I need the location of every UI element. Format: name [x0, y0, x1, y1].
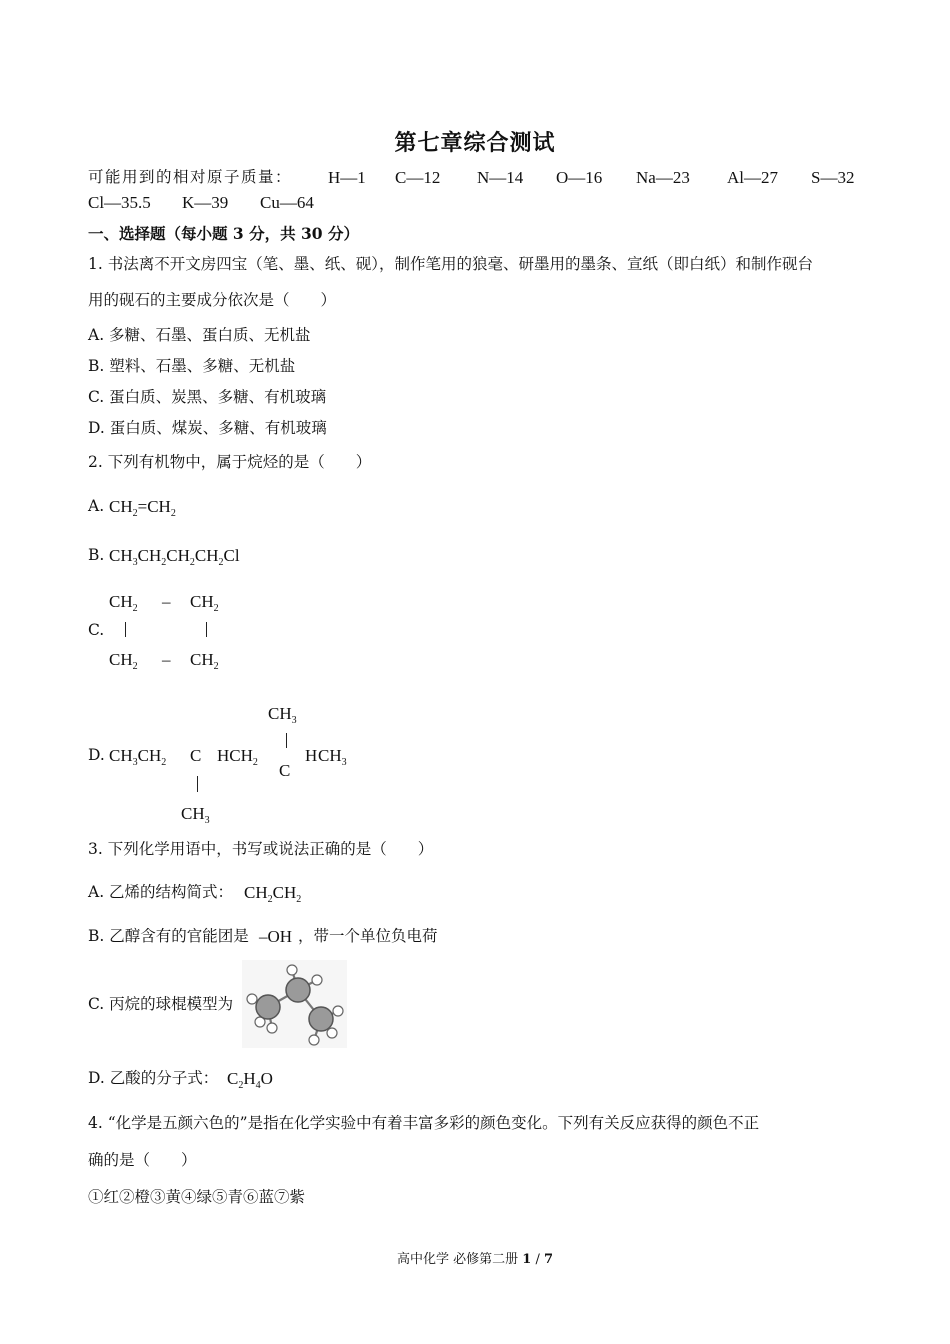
atomic-mass-h: H—1: [328, 168, 366, 187]
atomic-mass-o: O—16: [556, 168, 603, 187]
q2-d-middle: $HCH_2$: [217, 746, 258, 768]
q2-d-top-methyl: $CH_3$: [268, 704, 297, 726]
q4-color-list: ①红②橙③黄④绿⑤青⑥蓝⑦紫: [88, 1188, 306, 1206]
q2-option-b-label: B.: [88, 546, 105, 564]
atomic-mass-al: Al—27: [727, 168, 778, 187]
atomic-mass-k: K—39: [182, 193, 229, 212]
q3-option-d: D. 乙酸的分子式：: [88, 1069, 219, 1087]
propane-ball-stick-model: [242, 960, 347, 1048]
q2-c-top-bond: –: [162, 592, 171, 611]
q4-stem-line1: 4. “化学是五颜六色的”是指在化学实验中有着丰富多彩的颜色变化。下列有关反应获得的颜色不正: [88, 1114, 760, 1132]
q1-stem-line2: 用的砚石的主要成分依次是（ ）: [88, 291, 337, 309]
q2-option-a-label: A.: [88, 497, 105, 515]
q1-stem-line1: 1. 书法离不开文房四宝（笔、墨、纸、砚），制作笔用的狼毫、研墨用的墨条、宣纸（即白纸）和制作砚台: [88, 255, 813, 273]
q2-option-b-formula: $CH_3CH_2CH_2CH_2Cl$: [109, 546, 240, 568]
q1-option-b: B. 塑料、石墨、多糖、无机盐: [88, 357, 296, 375]
q3-option-a: A. 乙烯的结构简式：: [88, 883, 234, 901]
atomic-mass-na: Na—23: [636, 168, 690, 187]
q2-c-bottom-right: $CH_2$: [190, 650, 219, 672]
q2-d-c2: C: [279, 761, 291, 780]
q2-c-left-bond: [125, 622, 126, 637]
q2-d-main-left: $CH_3CH_2$: [109, 746, 167, 768]
q2-option-d-label: D.: [88, 746, 105, 764]
q3-option-c: C. 丙烷的球棍模型为: [88, 995, 234, 1013]
atomic-mass-n: N—14: [477, 168, 524, 187]
q1-option-a: A. 多糖、石墨、蛋白质、无机盐: [88, 326, 311, 344]
atomic-mass-label: 可能用到的相对原子质量：: [88, 168, 293, 186]
q1-option-c: C. 蛋白质、炭黑、多糖、有机玻璃: [88, 388, 327, 406]
q2-option-c-label: C.: [88, 621, 105, 639]
section-heading: 一、选择题（每小题 3 分，共 30 分）: [88, 224, 359, 243]
q2-d-top-bond: [286, 733, 287, 748]
q2-c-top-left: $CH_2$: [109, 592, 138, 614]
footer-page-number: 1: [522, 1252, 532, 1267]
q2-c-bottom-bond: –: [162, 650, 171, 669]
atomic-mass-s: S—32: [811, 168, 855, 187]
page-title: 第七章综合测试: [394, 130, 556, 156]
atomic-mass-c: C—12: [395, 168, 441, 187]
footer-separator: /: [535, 1252, 540, 1267]
q1-option-d: D. 蛋白质、煤炭、多糖、有机玻璃: [88, 419, 327, 437]
q3-option-b-post: ，带一个单位负电荷: [298, 927, 438, 945]
q3-option-d-formula: $C_2H_4O$: [227, 1069, 273, 1091]
q2-d-bottom-bond: [197, 776, 198, 792]
footer-text: 高中化学 必修第二册: [396, 1252, 519, 1267]
q3-option-b-formula: –OH: [259, 927, 293, 946]
q2-d-h: H: [305, 746, 318, 765]
page-footer: [0, 1248, 950, 1267]
atomic-mass-cl: Cl—35.5: [88, 193, 151, 212]
q2-stem: 2. 下列有机物中，属于烷烃的是（ ）: [88, 453, 372, 471]
q2-d-main-right: $CH_3$: [318, 746, 347, 768]
q2-option-a-formula: $CH_2=CH_2$: [109, 497, 176, 519]
q2-c-bottom-left: $CH_2$: [109, 650, 138, 672]
q2-c-top-right: $CH_2$: [190, 592, 219, 614]
q3-option-a-formula: $CH_2CH_2$: [244, 883, 302, 905]
q3-stem: 3. 下列化学用语中，书写或说法正确的是（ ）: [88, 840, 434, 858]
q4-stem-line2: 确的是（ ）: [88, 1151, 197, 1169]
q2-d-c1: C: [190, 746, 202, 765]
atomic-mass-cu: Cu—64: [260, 193, 314, 212]
q2-d-bottom-methyl: $CH_3$: [181, 804, 210, 826]
q2-c-right-bond: [206, 622, 207, 637]
q3-option-b-pre: B. 乙醇含有的官能团是: [88, 927, 249, 945]
footer-page-total: 7: [543, 1252, 554, 1267]
